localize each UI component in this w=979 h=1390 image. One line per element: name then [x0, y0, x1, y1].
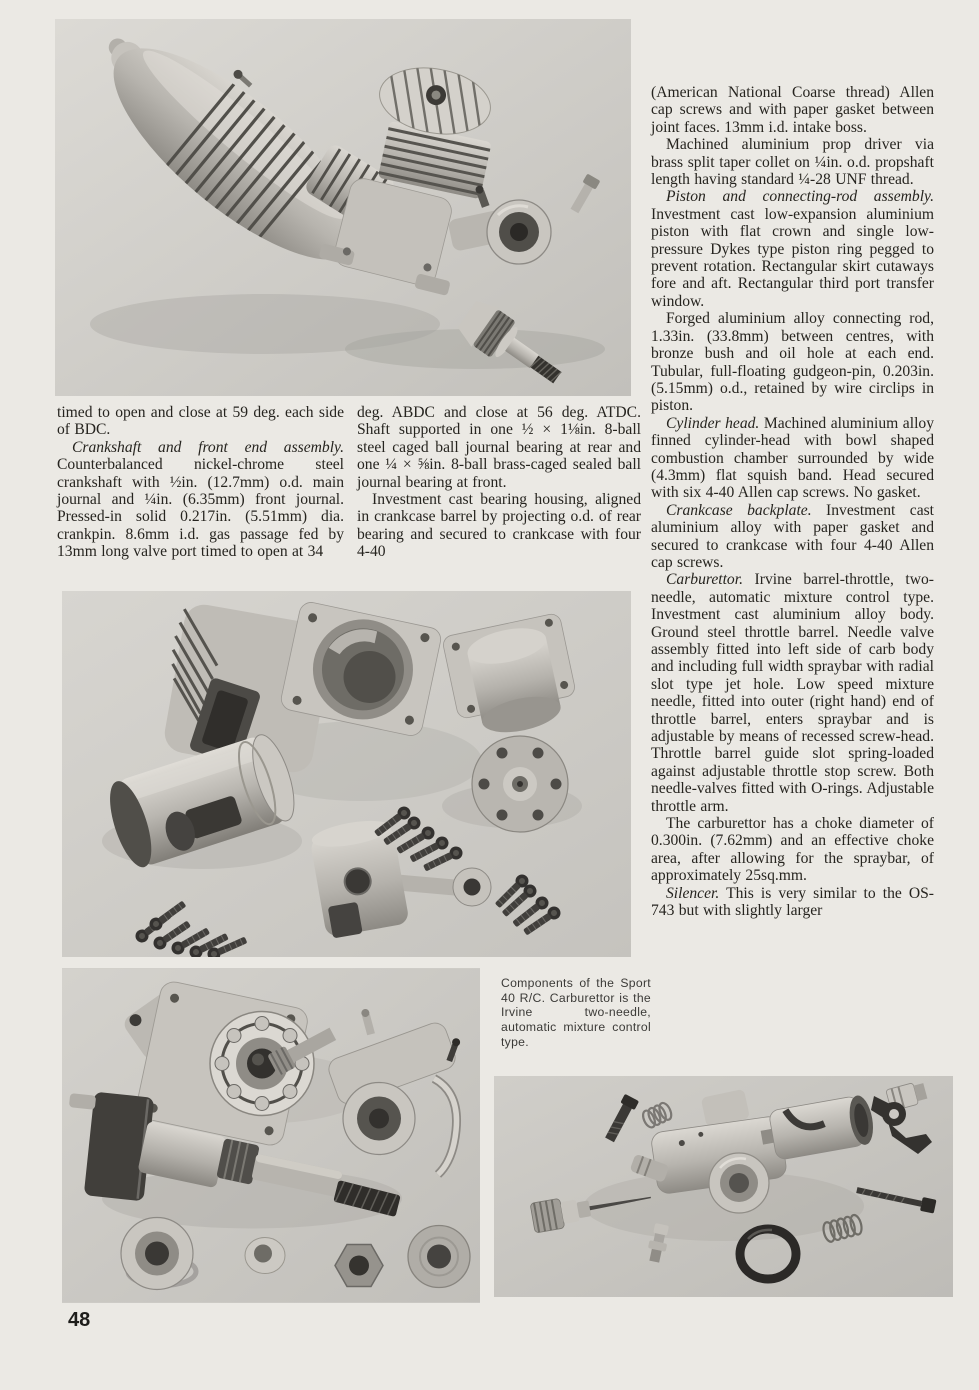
page-number: 48 [68, 1309, 91, 1331]
section-lead: Crankshaft and front end assembly. [72, 438, 344, 456]
paragraph-silencer [651, 885, 934, 920]
paragraph [651, 310, 934, 414]
photo-carburettor-illustration [494, 1076, 953, 1297]
paragraph [357, 404, 641, 491]
photo-carburettor-components [494, 1076, 953, 1297]
cylinder-head-disc [472, 736, 568, 832]
paragraph-text: The carburettor has a choke diameter of 0.300in. (7.62mm) and an effective choke area, after allowing for the spraybar, of approximately 25sq.mm. [651, 815, 934, 885]
paragraph-carburettor [651, 571, 934, 815]
text-column-left [57, 404, 344, 561]
paragraph [651, 815, 934, 885]
paragraph-text: timed to open and close at 59 deg. each side of BDC. [57, 404, 344, 439]
prop-washer [408, 1226, 470, 1288]
paragraph [57, 404, 344, 439]
photo-engine-components-illustration [62, 591, 631, 957]
photo-crankshaft-illustration [62, 968, 480, 1303]
ball-bearing [210, 1012, 314, 1116]
bushing [245, 1238, 285, 1274]
paragraph-text: Counterbalanced nickel-chrome steel crankshaft with ½in. (12.7mm) o.d. main journal and ¼in. (6.35mm) front journal. Pressed-in solid 0.217in. (5.51mm) dia. crankpin. 8.6mm i.d. gas passage fed by 13mm long valve port timed to open at 34 [57, 456, 344, 561]
paragraph [651, 136, 934, 188]
photo-assembled-engine [55, 19, 631, 396]
paragraph [651, 84, 934, 136]
section-lead: Silencer. [666, 884, 720, 902]
text-column-middle [357, 404, 641, 561]
photo-caption [501, 976, 651, 1050]
paragraph-cylinder-head [651, 415, 934, 502]
paragraph-text: Investment cast low-expansion aluminium piston with flat crown and single low-pressure Dykes type piston ring pegged to prevent rotation. Rectangular skirt cutaways fore and aft. Rectangular third port transfer window. [651, 205, 934, 310]
paragraph-text: Machined aluminium prop driver via brass split taper collet on ¼in. o.d. propshaft length having standard ¼-28 UNF thread. [651, 136, 934, 189]
section-lead: Cylinder head. [666, 414, 760, 432]
paragraph-piston [651, 188, 934, 310]
paragraph-text: Investment cast bearing housing, aligned in crankcase barrel by projecting o.d. of rear bearing and secured to crankcase with four 4-40 [357, 491, 641, 561]
section-lead: Crankcase backplate. [666, 501, 812, 519]
caption-text: Components of the Sport 40 R/C. Carburettor is the Irvine two-needle, automatic mixture control type. [501, 976, 651, 1049]
photo-crankshaft-and-carburettor [62, 968, 480, 1303]
section-lead: Piston and connecting-rod assembly. [666, 188, 934, 206]
paragraph [357, 491, 641, 561]
paragraph-text: Forged aluminium alloy connecting rod, 1.33in. (33.8mm) between centres, with bronze bush and oil hole at each end. Tubular, full-floating gudgeon-pin, 0.203in. (5.15mm) o.d., retained by wire circlips in piston. [651, 310, 934, 415]
paragraph-text: Machined aluminium alloy finned cylinder-head with bowl shaped combustion chamber surrounded by wide (4.3mm) flat squish band. Head secured with six 4-40 Allen cap screws. No gasket. [651, 414, 934, 502]
photo-engine-components [62, 591, 631, 957]
paragraph-crankshaft [57, 439, 344, 561]
photo-assembled-engine-illustration [55, 19, 631, 396]
paragraph-text: deg. ABDC and close at 56 deg. ATDC. Shaft supported in one ½ × 1⅛in. 8-ball steel caged ball journal bearing at rear and one ¼ × ⅝in. 8-ball brass-caged sealed ball journal bearing at front. [357, 404, 641, 491]
paragraph-text: This is very similar to the OS-743 but with slightly larger [651, 884, 934, 920]
text-column-right [651, 84, 934, 920]
paragraph-text: Irvine barrel-throttle, two-needle, automatic mixture control type. Investment cast aluminium alloy body. Ground steel throttle barrel. Needle valve assembly fitted into left side of carb body and including full width spraybar with radial slot type jet hole. Low speed mixture needle, fitted into outer (right hand) end of throttle barrel, enters spraybar and is adjustable by means of recessed screw-head. Throttle barrel guide slot spring-loaded against adjustable throttle stop screw. Both needle-valves fitted with O-rings. Adjustable throttle arm. [651, 571, 934, 815]
paragraph-backplate [651, 502, 934, 572]
paragraph-text: Investment cast aluminium alloy with paper gasket and secured to crankcase with four 4-40 Allen cap screws. [651, 501, 935, 571]
section-lead: Carburettor. [666, 571, 743, 589]
paragraph-text: (American National Coarse thread) Allen cap screws and with paper gasket between joint faces. 13mm i.d. intake boss. [651, 84, 934, 136]
